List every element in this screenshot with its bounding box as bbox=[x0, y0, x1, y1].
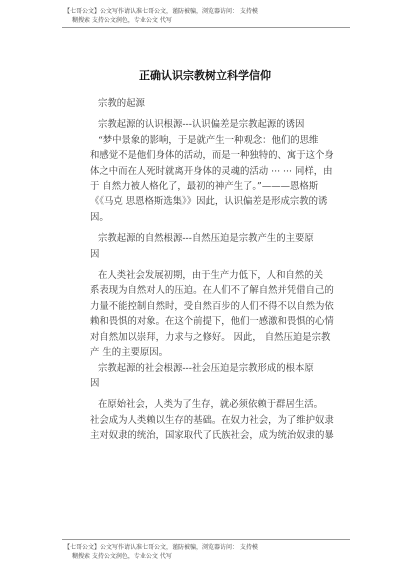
subsection-heading: 宗教起源的自然根源---自然压迫是宗教产生的主要原 bbox=[98, 233, 314, 245]
body-line: 主对奴隶的统治，国家取代了氏族社会，成为统治奴隶的暴 bbox=[90, 430, 334, 442]
body-line: 力量不能控制自然时，受自然百步的人们不得不以自然为依 bbox=[90, 300, 334, 312]
page-footer bbox=[64, 543, 258, 561]
body-line: 在人类社会发展初期，由于生产力低下，人和自然的关 bbox=[98, 270, 324, 282]
subsection-heading: 宗教起源的社会根源---社会压迫是宗教形成的根本原 bbox=[98, 362, 314, 374]
header-line-1: 【七哥公文】公文写作请认准七哥公文，谨防被骗，浏览器访问： 支持模 bbox=[64, 8, 258, 15]
body-line: “梦中景象的影响，于是就产生一种观念：他们的思维 bbox=[98, 134, 319, 146]
body-line: 于 自然力被人格化了，最初的神产生了。”———恩格斯 bbox=[90, 181, 319, 193]
body-line: 因。 bbox=[90, 211, 109, 223]
document-body bbox=[90, 96, 340, 444]
body-line: 社会成为人类赖以生存的基础。在奴力社会，为了维护奴隶 bbox=[90, 414, 334, 426]
body-line: 体之中而在人死时就离开身体的灵魂的活动 ··· ··· 同样，由 bbox=[90, 165, 333, 177]
footer-divider bbox=[62, 539, 350, 540]
footer-line-1: 【七哥公文】公文写作请认准七哥公文，谨防被骗，浏览器访问： 支持模 bbox=[64, 544, 258, 551]
body-line: 系表现为自然对人的压迫。在人们不了解自然并凭借自己的 bbox=[90, 285, 334, 297]
section-heading: 宗教的起源 bbox=[98, 98, 145, 109]
body-line: 在原始社会，人类为了生存，就必须依赖于群居生活。 bbox=[98, 399, 324, 411]
footer-line-2: 糊搜索 支持公文润色，专业公文 代写 bbox=[72, 553, 172, 560]
body-line: 因 bbox=[90, 377, 100, 389]
subsection-heading: 宗教起源的认识根源---认识偏差是宗教起源的诱因 bbox=[98, 119, 305, 131]
body-line: 产 生的主要原因。 bbox=[90, 347, 168, 359]
body-line: 赖和畏惧的对象。在这个前提下，他们一感激和畏惧的心情 bbox=[90, 316, 334, 328]
body-line: 因 bbox=[90, 248, 100, 260]
header-line-2: 糊搜索 支持公文润色，专业公文 代写 bbox=[72, 17, 172, 24]
document-title: 正确认识宗教树立科学信仰 bbox=[139, 69, 271, 82]
header-divider bbox=[62, 27, 350, 28]
body-line: 对自然加以崇拜，力求与之修好。 因此， 自然压迫是宗教 bbox=[90, 331, 331, 343]
body-line: 《《马克 思恩格斯选集》》因此，认识偏差是形成宗教的诱 bbox=[90, 196, 328, 208]
body-line: 和感觉不是他们身体的活动，而是一种独特的、寓于这个身 bbox=[90, 150, 334, 162]
page-header bbox=[64, 7, 258, 25]
